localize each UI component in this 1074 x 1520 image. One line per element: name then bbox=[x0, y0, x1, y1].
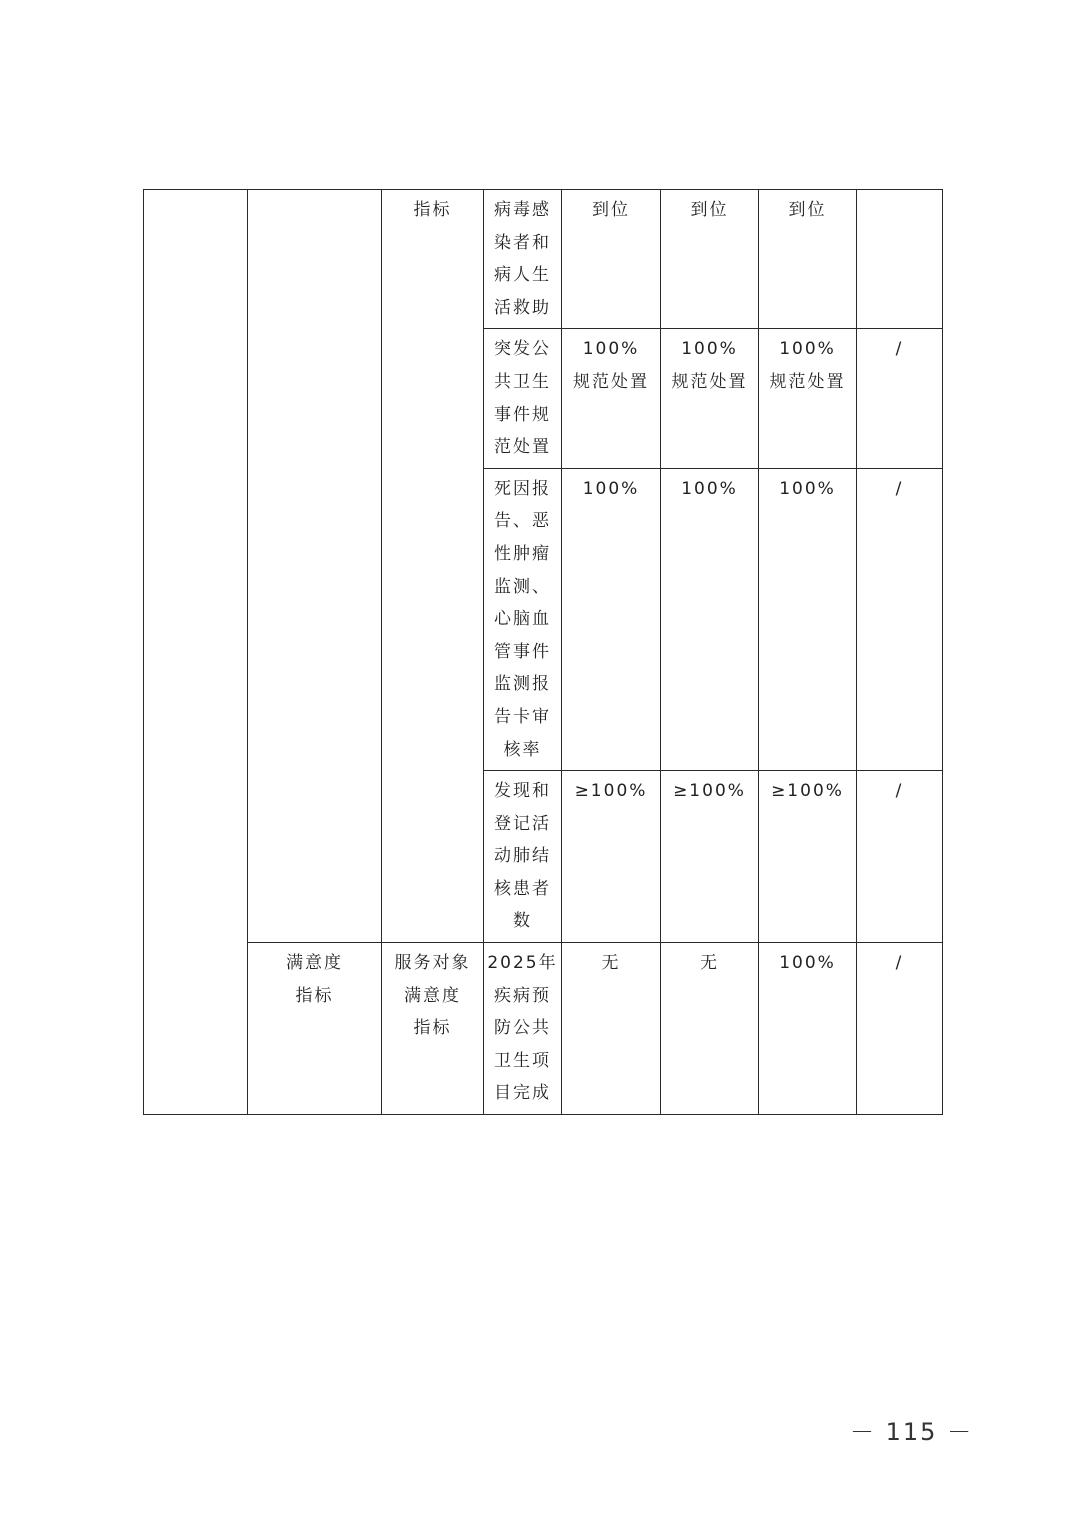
value-cell bbox=[857, 329, 943, 468]
value-cell bbox=[562, 329, 661, 468]
page-number: － 115 － bbox=[850, 1418, 974, 1446]
value-1: 无 bbox=[601, 953, 621, 974]
value-cell bbox=[857, 943, 943, 1115]
value-2: 到位 bbox=[690, 200, 729, 220]
item-label: 2025年 疾病预 防公共 卫生项 目完成 bbox=[487, 953, 558, 1104]
level2-label: 服务对象 满意度 指标 bbox=[394, 953, 471, 1039]
item-cell bbox=[484, 190, 562, 329]
value-cell bbox=[857, 771, 943, 943]
value-4: / bbox=[895, 478, 904, 499]
item-cell bbox=[484, 943, 562, 1115]
value-3: 100% bbox=[779, 953, 836, 974]
value-cell bbox=[562, 190, 661, 329]
level2-cell bbox=[382, 943, 484, 1115]
level2-cell bbox=[382, 190, 484, 943]
value-2: 无 bbox=[700, 953, 719, 974]
value-4 bbox=[857, 190, 942, 198]
level1-cell bbox=[248, 943, 382, 1115]
value-4: / bbox=[895, 953, 904, 974]
value-1: ≥100% bbox=[574, 781, 648, 802]
level1-cell-empty bbox=[248, 190, 382, 943]
value-cell bbox=[759, 329, 857, 468]
value-cell bbox=[661, 771, 759, 943]
item-cell bbox=[484, 771, 562, 943]
value-4: / bbox=[895, 781, 904, 802]
indicator-table bbox=[143, 189, 943, 1115]
value-cell bbox=[661, 329, 759, 468]
value-4: / bbox=[895, 339, 904, 360]
item-cell bbox=[484, 468, 562, 770]
value-cell bbox=[857, 190, 943, 329]
value-2: 100% 规范处置 bbox=[671, 339, 748, 392]
value-cell bbox=[857, 468, 943, 770]
value-2: ≥100% bbox=[673, 781, 746, 802]
item-label: 突发公 共卫生 事件规 范处置 bbox=[494, 339, 551, 458]
item-label: 死因报 告、恶 性肿瘤 监测、 心脑血 管事件 监测报 告卡审 核率 bbox=[494, 478, 551, 760]
value-3: 到位 bbox=[788, 200, 827, 220]
category-cell-empty bbox=[144, 190, 248, 1115]
item-label: 病毒感 染者和 病人生 活救助 bbox=[494, 200, 551, 318]
value-cell bbox=[759, 771, 857, 943]
value-3: 100% 规范处置 bbox=[769, 339, 846, 392]
level2-label: 指标 bbox=[413, 200, 452, 220]
value-cell bbox=[562, 943, 661, 1115]
table-row bbox=[144, 943, 943, 1115]
value-1: 100% 规范处置 bbox=[573, 339, 649, 392]
value-cell bbox=[661, 190, 759, 329]
value-cell bbox=[661, 468, 759, 770]
value-3: ≥100% bbox=[771, 781, 844, 802]
item-cell bbox=[484, 329, 562, 468]
value-cell bbox=[759, 468, 857, 770]
table-row bbox=[144, 190, 943, 329]
value-1: 100% bbox=[582, 478, 640, 499]
value-cell bbox=[562, 468, 661, 770]
item-label: 发现和 登记活 动肺结 核患者 数 bbox=[494, 781, 551, 932]
value-cell bbox=[759, 190, 857, 329]
value-1: 到位 bbox=[592, 200, 630, 220]
value-3: 100% bbox=[779, 478, 836, 499]
value-cell bbox=[661, 943, 759, 1115]
level1-label: 满意度 指标 bbox=[286, 953, 343, 1006]
value-cell bbox=[562, 771, 661, 943]
value-2: 100% bbox=[681, 478, 738, 499]
value-cell bbox=[759, 943, 857, 1115]
